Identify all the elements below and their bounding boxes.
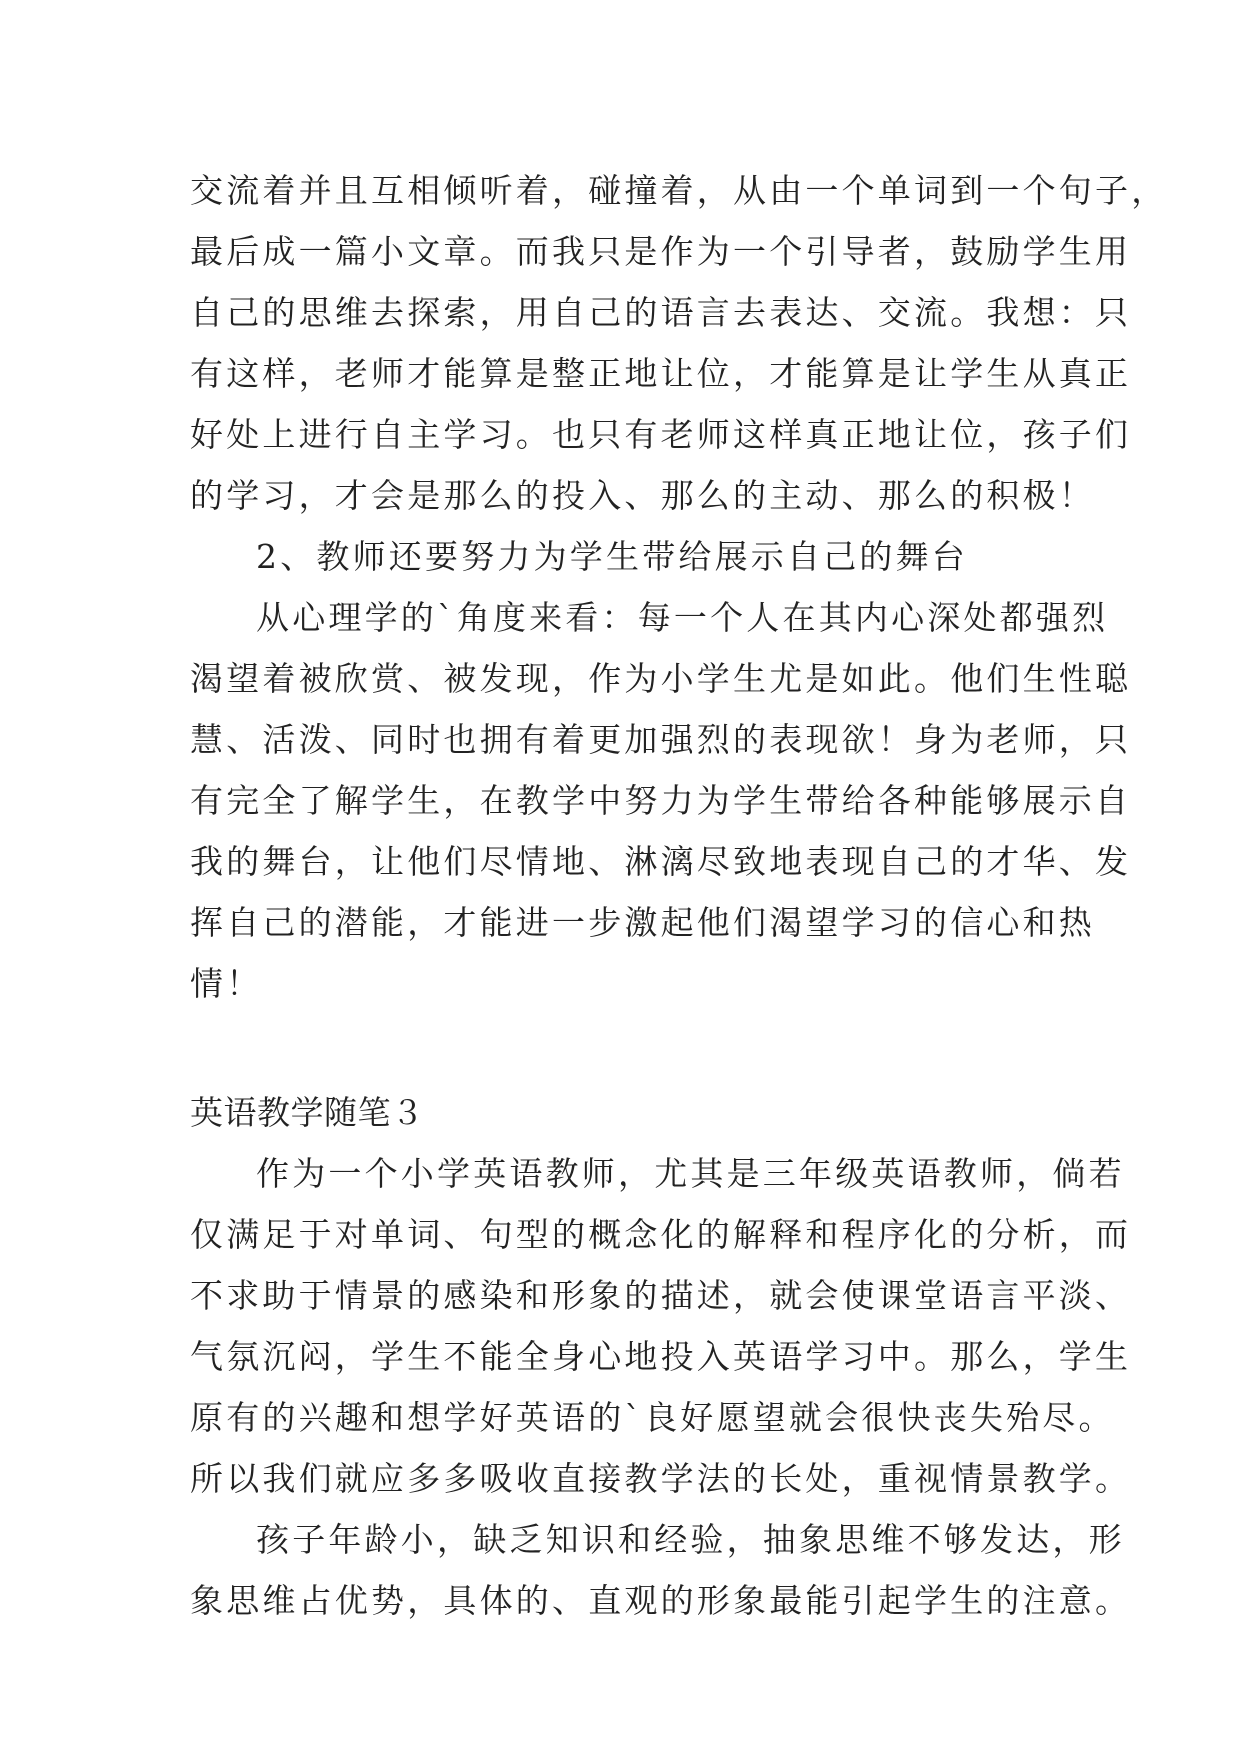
text-line: 原有的兴趣和想学好英语的`良好愿望就会很快丧失殆尽。 [190,1398,1115,1437]
text-line: 交流着并且互相倾听着，碰撞着，从由一个单词到一个句子， [190,171,1168,210]
text-line: 情！ [190,964,263,1003]
text-line: 仅满足于对单词、句型的概念化的解释和程序化的分析，而 [190,1215,1132,1254]
essay-3-paragraph-1 [190,1143,1132,1509]
text-line: 有完全了解学生，在教学中努力为学生带给各种能够展示自 [190,781,1132,820]
point-2-title: 2、教师还要努力为学生带给展示自己的舞台 [256,537,968,576]
text-line: 渴望着被欣赏、被发现，作为小学生尤是如此。他们生性聪 [190,659,1132,698]
essay-3-paragraph-2 [190,1509,1132,1631]
text-line: 我的舞台，让他们尽情地、淋漓尽致地表现自己的才华、发 [190,842,1132,881]
text-line: 象思维占优势，具体的、直观的形象最能引起学生的注意。 [190,1581,1132,1620]
essay-heading: 英语教学随笔３ [190,1093,425,1132]
text-line: 自己的思维去探索，用自己的语言去表达、交流。我想：只 [190,293,1132,332]
text-line: 的学习，才会是那么的投入、那么的主动、那么的积极！ [190,476,1095,515]
paragraph-continuation [190,160,1168,526]
text-line: 有这样，老师才能算是整正地让位，才能算是让学生从真正 [190,354,1132,393]
text-line: 孩子年龄小，缺乏知识和经验，抽象思维不够发达，形 [256,1520,1125,1559]
text-line: 挥自己的潜能，才能进一步激起他们渴望学习的信心和热 [190,903,1095,942]
text-line: 所以我们就应多多吸收直接教学法的长处，重视情景教学。 [190,1459,1132,1498]
text-line: 作为一个小学英语教师，尤其是三年级英语教师，倘若 [256,1154,1125,1193]
section-gap [190,1014,1070,1082]
text-line: 气氛沉闷，学生不能全身心地投入英语学习中。那么，学生 [190,1337,1132,1376]
text-line: 从心理学的`角度来看：每一个人在其内心深处都强烈 [256,598,1109,637]
text-line: 慧、活泼、同时也拥有着更加强烈的表现欲！身为老师，只 [190,720,1132,759]
text-line: 好处上进行自主学习。也只有老师这样真正地让位，孩子们 [190,415,1132,454]
text-line: 最后成一篇小文章。而我只是作为一个引导者，鼓励学生用 [190,232,1132,271]
point-2-paragraph [190,587,1132,1014]
document-body [190,160,1168,1631]
text-line: 不求助于情景的感染和形象的描述，就会使课堂语言平淡、 [190,1276,1132,1315]
